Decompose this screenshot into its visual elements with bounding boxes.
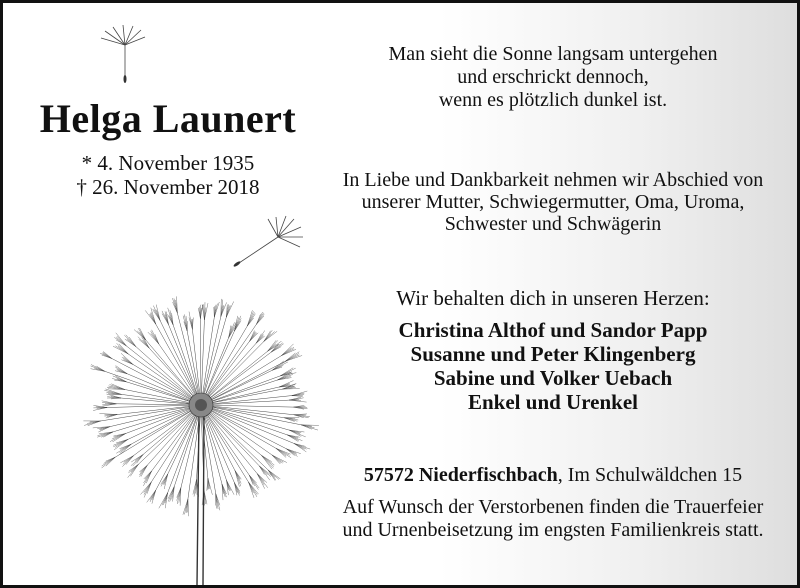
farewell-text bbox=[323, 169, 783, 235]
mourner-entry: Christina Althof und Sandor Papp bbox=[398, 318, 708, 342]
mourner-entry: Susanne und Peter Klingenberg bbox=[410, 342, 696, 366]
address-street: , Im Schulwäldchen 15 bbox=[557, 464, 743, 486]
mourners-list bbox=[323, 318, 783, 414]
address bbox=[323, 463, 783, 487]
poem-line: und erschrickt dennoch, bbox=[457, 66, 649, 88]
remembrance-line: Wir behalten dich in unseren Herzen: bbox=[396, 286, 710, 310]
dandelion-seed-icon bbox=[95, 23, 155, 83]
notice-line: und Urnenbeisetzung im engsten Familienkreis statt. bbox=[342, 519, 764, 541]
dandelion-seed-icon bbox=[228, 213, 308, 273]
dandelion-icon bbox=[81, 295, 321, 585]
poem-line: wenn es plötzlich dunkel ist. bbox=[438, 89, 668, 111]
farewell-line: unserer Mutter, Schwiegermutter, Oma, Uroma, bbox=[361, 191, 745, 213]
farewell-line: In Liebe und Dankbarkeit nehmen wir Abschied von bbox=[342, 169, 764, 191]
farewell-line: Schwester und Schwägerin bbox=[444, 213, 662, 235]
mourner-entry: Sabine und Volker Uebach bbox=[433, 366, 673, 390]
poem-line: Man sieht die Sonne langsam untergehen bbox=[388, 43, 718, 65]
life-dates bbox=[3, 151, 333, 199]
mourner-entry: Enkel und Urenkel bbox=[468, 390, 638, 414]
birth-date: * 4. November 1935 bbox=[81, 151, 255, 175]
ceremony-notice bbox=[323, 496, 783, 542]
notice-line: Auf Wunsch der Verstorbenen finden die Trauerfeier bbox=[342, 496, 764, 518]
deceased-name: Helga Launert bbox=[39, 96, 297, 141]
poem bbox=[323, 43, 783, 112]
address-place: 57572 Niederfischbach bbox=[363, 464, 558, 486]
death-date: † 26. November 2018 bbox=[76, 175, 260, 199]
